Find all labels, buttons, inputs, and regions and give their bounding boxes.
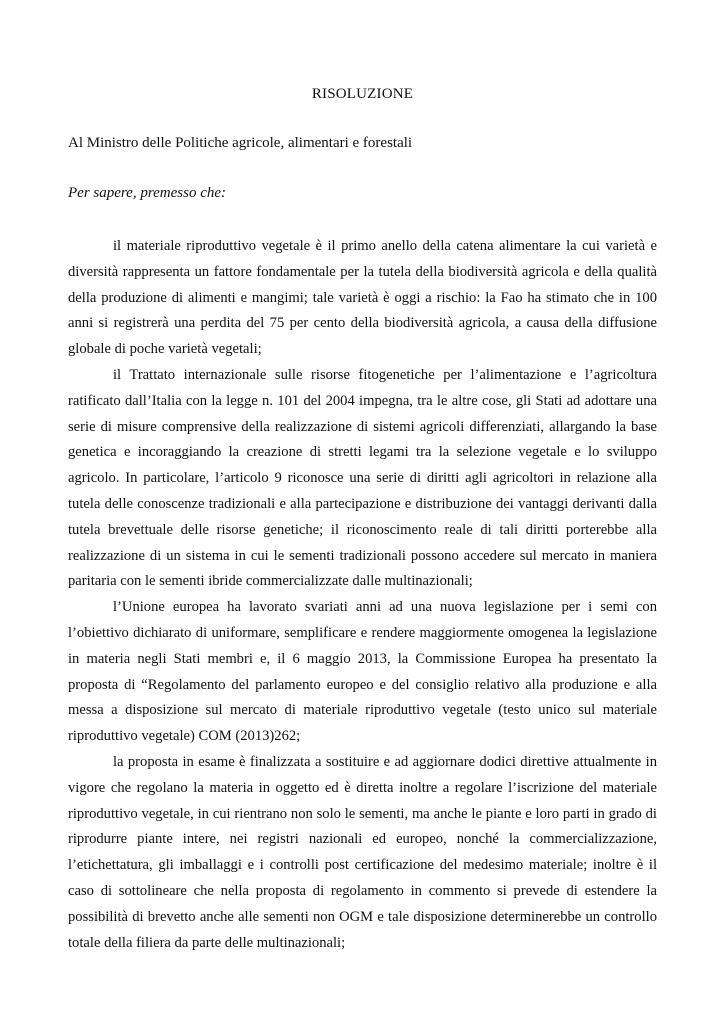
premise-line: Per sapere, premesso che:	[68, 185, 227, 201]
document-title: RISOLUZIONE	[311, 86, 414, 102]
paragraph: la proposta in esame è finalizzata a sostituire e ad aggiornare dodici direttive attualmente in vigore che regolano la materia in oggetto ed è diretta inoltre a regolare l’iscrizione del materiale riproduttivo vegetale, in cui rientrano non solo le sementi, ma anche le piante e loro parti in grado di riprodurre piante intere, nei registri nazionali ed europeo, nonché la commercializzazione, l’etichettatura, gli imballaggi e i controlli post certificazione del medesimo materiale; inoltre è il caso di sottolineare che nella proposta di regolamento in commento si prevede di estendere la possibilità di brevetto anche alle sementi non OGM e tale disposizione determinerebbe un controllo totale della filiera da parte delle multinazionali;	[68, 753, 657, 951]
paragraph: l’Unione europea ha lavorato svariati anni ad una nuova legislazione per i semi con l’obiettivo dichiarato di uniformare, semplificare e rendere maggiormente omogenea la legislazione in materia negli Stati membri e, il 6 maggio 2013, la Commissione Europea ha presentato la proposta di “Regolamento del parlamento europeo e del consiglio relativo alla produzione e alla messa a disposizione sul mercato di materiale riproduttivo vegetale (testo unico sul materiale riproduttivo vegetale) COM (2013)262;	[68, 599, 657, 745]
addressee-line: Al Ministro delle Politiche agricole, alimentari e forestali	[68, 135, 413, 151]
paragraph: il materiale riproduttivo vegetale è il primo anello della catena alimentare la cui varietà e diversità rappresenta un fattore fondamentale per la tutela della biodiversità agricola e della qualità della produzione di alimenti e mangimi; tale varietà è oggi a rischio: la Fao ha stimato che in 100 anni si registrerà una perdita del 75 per cento della biodiversità agricola, a causa della diffusione globale di poche varietà vegetali;	[68, 238, 657, 358]
paragraph: il Trattato internazionale sulle risorse fitogenetiche per l’alimentazione e l’agricoltura ratificato dall’Italia con la legge n. 101 del 2004 impegna, tra le altre cose, gli Stati ad adottare una serie di misure comprensive della realizzazione di sistemi agricoli differenziati, allargando la base genetica e incoraggiando la creazione di stretti legami tra la selezione vegetale e lo sviluppo agricolo. In particolare, l’articolo 9 riconosce una serie di diritti agli agricoltori in relazione alla tutela delle conoscenze tradizionali e alla partecipazione e distribuzione dei vantaggi derivanti dalla tutela brevettuale delle risorse genetiche; il riconoscimento reale di tali diritti porterebbe alla realizzazione di un sistema in cui le sementi tradizionali possono accedere sul mercato in maniera paritaria con le sementi ibride commercializzate dalle multinazionali;	[68, 366, 657, 590]
document-body	[68, 234, 657, 956]
